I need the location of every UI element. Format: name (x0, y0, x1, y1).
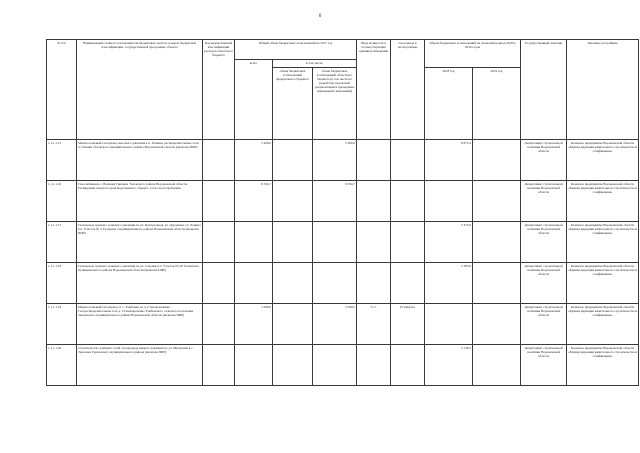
table-row (47, 263, 639, 304)
header-fed: объем бюджетных ассигнований федерального бюджета (273, 68, 313, 140)
state-customer-cell: Департамент строительной политики Воронежской области (521, 181, 567, 222)
header-incl: в том числе: (273, 60, 357, 68)
header-term: Срок ввода в эксплуатацию (391, 40, 425, 140)
amount-2018-cell: 5 372,0 (425, 222, 473, 263)
object-name-cell: Межпоселковый газопровод высокого давления к п. Осинки, распределительные сети п. Осинки Таловского муниципального района Воронежской области (включая ПИР) (77, 140, 203, 181)
commission-term-cell: IV квартал (391, 304, 425, 345)
regional-2017-cell (313, 222, 357, 263)
state-customer-cell: Департамент строительной политики Воронежской области (521, 263, 567, 304)
developer-cell: Казенное предприятие Воронежской области «Единая дирекция капитального строительства и газификации» (567, 345, 639, 386)
budget-code-cell (203, 181, 235, 222)
header-capacity: Ввод мощности в соответствующих единицах измерения (357, 40, 391, 140)
total-2017-cell (235, 345, 273, 386)
header-planned: Объем бюджетных ассигнований на плановый период 2018 и 2019 годов (425, 40, 521, 68)
regional-2017-cell: 3 590,0 (313, 304, 357, 345)
object-name-cell: Строительство уличных сетей газопровода низкого давления по ул. Мичурина в с. Терновка Терновского муниципального района (включая ПИР) (77, 345, 203, 386)
federal-2017-cell (273, 222, 313, 263)
table-row (47, 140, 639, 181)
regional-2017-cell: 8 334,7 (313, 181, 357, 222)
header-total: всего (235, 60, 273, 140)
budget-allocation-table (46, 39, 639, 386)
developer-cell: Казенное предприятие Воронежской области «Единая дирекция капитального строительства и газификации» (567, 181, 639, 222)
developer-cell: Казенное предприятие Воронежской области «Единая дирекция капитального строительства и газификации» (567, 222, 639, 263)
amount-2018-cell: 8 075,4 (425, 140, 473, 181)
header-reg: объем бюджетных ассигнований областного бюджета (в том числе на разработку проектной документации и проведение инженерных изысканий) (313, 68, 357, 140)
state-customer-cell: Департамент строительной политики Воронежской области (521, 304, 567, 345)
row-num-cell: 1.1.1.1.16 (47, 181, 77, 222)
developer-cell: Казенное предприятие Воронежской области «Единая дирекция капитального строительства и газификации» (567, 140, 639, 181)
amount-2019-cell (473, 140, 521, 181)
capacity-cell: 5,17 (357, 304, 391, 345)
total-2017-cell: 8 334,7 (235, 181, 273, 222)
header-2018: 2018 год (425, 68, 473, 140)
budget-code-cell (203, 222, 235, 263)
amount-2019-cell (473, 304, 521, 345)
header-code: Код ведомственной классификации расходов областного бюджета (203, 40, 235, 140)
federal-2017-cell (273, 345, 313, 386)
amount-2018-cell: 2 363,9 (425, 263, 473, 304)
header-row-1 (47, 40, 639, 60)
table-row (47, 345, 639, 386)
header-volume-2017: Общий объем бюджетных ассигнований на 2017 год (235, 40, 357, 60)
developer-cell: Казенное предприятие Воронежской области «Единая дирекция капитального строительства и газификации» (567, 263, 639, 304)
developer-cell: Казенное предприятие Воронежской области «Единая дирекция капитального строительства и газификации» (567, 304, 639, 345)
budget-code-cell (203, 140, 235, 181)
budget-code-cell (203, 345, 235, 386)
regional-2017-cell (313, 345, 357, 386)
federal-2017-cell (273, 304, 313, 345)
amount-2019-cell (473, 345, 521, 386)
regional-2017-cell: 5 209,0 (313, 140, 357, 181)
total-2017-cell (235, 263, 273, 304)
amount-2018-cell: 2 136,5 (425, 345, 473, 386)
total-2017-cell (235, 222, 273, 263)
capacity-cell (357, 345, 391, 386)
commission-term-cell (391, 222, 425, 263)
capacity-cell (357, 222, 391, 263)
object-name-cell: Межпоселковый газопровод от с. Тамбовка до д. Становореченка. Газораспределительная сеть д. Становореченка Тамбовского сельского поселения Терновского муниципального района Воронежской области (включая ПИР) (77, 304, 203, 345)
federal-2017-cell (273, 181, 313, 222)
amount-2019-cell (473, 263, 521, 304)
header-num: № п/п (47, 40, 77, 140)
commission-term-cell (391, 345, 425, 386)
budget-code-cell (203, 263, 235, 304)
header-developer: Заказчик-застройщик (567, 40, 639, 140)
object-name-cell: Газопровод среднего и низкого давления по ул. Садовая в п. Участок № 26 Таловского муниципального района Воронежской области (включая ПИР) (77, 263, 203, 304)
state-customer-cell: Департамент строительной политики Воронежской области (521, 345, 567, 386)
total-2017-cell: 3 590,0 (235, 304, 273, 345)
row-num-cell: 1.1.1.1.15 (47, 140, 77, 181)
object-name-cell: Газопровод среднего и низкого давления по ул. Центральная, ул. Дорожная, ул. Ленина в п. Участок № 4 Таловского муниципального района Воронежской области (включая ПИР) (77, 222, 203, 263)
page-number: 6 (318, 14, 322, 19)
row-num-cell: 1.1.1.1.17 (47, 222, 77, 263)
amount-2018-cell (425, 181, 473, 222)
capacity-cell (357, 181, 391, 222)
budget-code-cell (203, 304, 235, 345)
state-customer-cell: Департамент строительной политики Воронежской области (521, 222, 567, 263)
amount-2019-cell (473, 222, 521, 263)
table-row (47, 222, 639, 263)
amount-2019-cell (473, 181, 521, 222)
commission-term-cell (391, 181, 425, 222)
table-row (47, 181, 639, 222)
table-row (47, 304, 639, 345)
total-2017-cell: 5 209,0 (235, 140, 273, 181)
federal-2017-cell (273, 140, 313, 181)
header-2019: 2019 год (473, 68, 521, 140)
commission-term-cell (391, 140, 425, 181)
commission-term-cell (391, 263, 425, 304)
capacity-cell (357, 140, 391, 181)
header-customer: Государственный заказчик (521, 40, 567, 140)
federal-2017-cell (273, 263, 313, 304)
header-name: Наименование главного распорядителя бюджетных средств, раздела бюджетной классификации, государственной программы, объекта (77, 40, 203, 140)
capacity-cell (357, 263, 391, 304)
amount-2018-cell (425, 304, 473, 345)
object-name-cell: Газоснабжение с. Верхняя Тишанка Таловского района Воронежской области. Расширение опасного производственного объекта. Сеть газопотребления (77, 181, 203, 222)
row-num-cell: 1.1.1.1.20 (47, 345, 77, 386)
state-customer-cell: Департамент строительной политики Воронежской области (521, 140, 567, 181)
table-body (47, 140, 639, 386)
regional-2017-cell (313, 263, 357, 304)
row-num-cell: 1.1.1.1.19 (47, 304, 77, 345)
row-num-cell: 1.1.1.1.18 (47, 263, 77, 304)
